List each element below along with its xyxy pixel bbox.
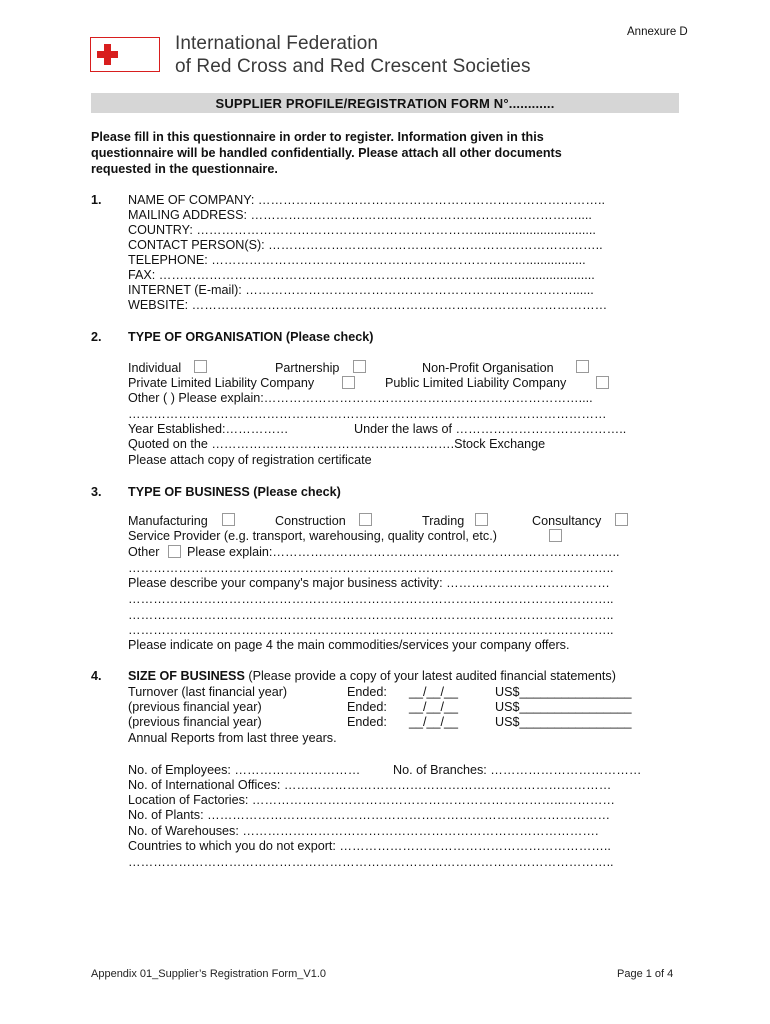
checkbox-trading[interactable]: [475, 513, 488, 526]
checkbox-consultancy[interactable]: [615, 513, 628, 526]
checkbox-private-ltd[interactable]: [342, 376, 355, 389]
turnover-date-1[interactable]: __/__/__: [409, 685, 459, 699]
turnover-date-2[interactable]: __/__/__: [409, 700, 459, 714]
red-cross-crescent-icon: [90, 37, 160, 72]
footer-document-name: Appendix 01_Supplier’s Registration Form_V1.0: [91, 968, 327, 980]
checkbox-nonprofit[interactable]: [576, 360, 589, 373]
field-major-activity-line2[interactable]: ……………………………………………………………………………………………………..: [128, 592, 614, 606]
section4-number: 4.: [91, 669, 102, 683]
label-nonprofit: Non-Profit Organisation: [422, 361, 554, 375]
field-contact-person[interactable]: CONTACT PERSON(S): ……………………………………………………………………..: [128, 238, 603, 252]
field-under-laws[interactable]: Under the laws of …………………………………..: [354, 422, 627, 436]
turnover-ended-1: Ended:: [347, 685, 387, 699]
org-name-line1: International Federation: [175, 33, 379, 54]
field-email[interactable]: INTERNET (E-mail): ……………………………………………………………………......: [128, 283, 594, 297]
label-service-provider: Service Provider (e.g. transport, warehousing, quality control, etc.): [128, 529, 497, 543]
field-plants[interactable]: No. of Plants: ……………………………………………………………………………………: [128, 808, 611, 822]
turnover-ended-2: Ended:: [347, 700, 387, 714]
field-business-other-cont[interactable]: ……………………………………………………………………………………………………..: [128, 561, 614, 575]
field-major-activity[interactable]: Please describe your company's major business activity: …………………………………: [128, 576, 610, 590]
section4-heading: [128, 669, 616, 683]
field-website[interactable]: WEBSITE: ………………………………………………………………………………………: [128, 298, 608, 312]
label-partnership: Partnership: [275, 361, 340, 375]
field-business-other[interactable]: Please explain:………………………………………………………………………..: [187, 545, 620, 559]
checkbox-individual[interactable]: [194, 360, 207, 373]
checkbox-construction[interactable]: [359, 513, 372, 526]
field-fax[interactable]: FAX: ……………………………………………………………………...............................: [128, 268, 595, 282]
turnover-label-2: (previous financial year): [128, 700, 262, 714]
field-org-other[interactable]: Other ( ) Please explain:…………………………………………………………………....: [128, 391, 593, 405]
section2-number: 2.: [91, 330, 102, 344]
checkbox-public-ltd[interactable]: [596, 376, 609, 389]
section4-heading-note: (Please provide a copy of your latest audited financial statements): [244, 669, 616, 683]
page-number: Page 1 of 4: [617, 968, 674, 980]
turnover-label-3: (previous financial year): [128, 715, 262, 729]
field-employees[interactable]: No. of Employees: …………………………: [128, 763, 361, 777]
label-public-ltd: Public Limited Liability Company: [385, 376, 567, 390]
intro-line3: requested in the questionnaire.: [91, 162, 278, 176]
label-construction: Construction: [275, 514, 346, 528]
label-manufacturing: Manufacturing: [128, 514, 208, 528]
org-name-line2: of Red Cross and Red Crescent Societies: [175, 56, 531, 77]
label-private-ltd: Private Limited Liability Company: [128, 376, 315, 390]
form-title-bar: [91, 93, 679, 113]
checkbox-manufacturing[interactable]: [222, 513, 235, 526]
label-individual: Individual: [128, 361, 182, 375]
field-stock-exchange[interactable]: Quoted on the ………………………………………………….Stock Exchange: [128, 437, 546, 451]
intro-line2: questionnaire will be handled confidentially. Please attach all other documents: [91, 146, 562, 160]
section2-heading: TYPE OF ORGANISATION (Please check): [128, 330, 374, 344]
label-trading: Trading: [422, 514, 465, 528]
field-warehouses[interactable]: No. of Warehouses: ………………………………………………………………………….: [128, 824, 599, 838]
field-country[interactable]: COUNTRY: …………………………………………………………...................................: [128, 223, 596, 237]
label-consultancy: Consultancy: [532, 514, 602, 528]
section1-number: 1.: [91, 193, 102, 207]
intro-line1: Please fill in this questionnaire in order to register. Information given in this: [91, 130, 544, 144]
turnover-date-3[interactable]: __/__/__: [409, 715, 459, 729]
field-org-other-cont[interactable]: ……………………………………………………………………………………………………: [128, 407, 607, 421]
field-telephone[interactable]: TELEPHONE: ………………………………………………………………….................: [128, 253, 586, 267]
section3-number: 3.: [91, 485, 102, 499]
checkbox-partnership[interactable]: [353, 360, 366, 373]
field-major-activity-line4[interactable]: ……………………………………………………………………………………………………..: [128, 623, 614, 637]
field-mailing-address[interactable]: MAILING ADDRESS: ……………………………………………………………………....: [128, 208, 592, 222]
checkbox-business-other[interactable]: [168, 545, 181, 558]
label-business-other: Other: [128, 545, 160, 559]
turnover-amount-3[interactable]: US$________________: [495, 715, 632, 729]
annex-label: Annexure D: [627, 26, 688, 38]
field-no-export-cont[interactable]: ……………………………………………………………………………………………………..: [128, 855, 614, 869]
annual-reports-note: Annual Reports from last three years.: [128, 731, 337, 745]
section3-heading: TYPE OF BUSINESS (Please check): [128, 485, 341, 499]
turnover-amount-1[interactable]: US$________________: [495, 685, 632, 699]
section4-heading-bold: SIZE OF BUSINESS: [128, 669, 245, 683]
field-company-name[interactable]: NAME OF COMPANY: ………………………………………………………………………..: [128, 193, 605, 207]
form-title: SUPPLIER PROFILE/REGISTRATION FORM N°............: [215, 96, 555, 111]
turnover-ended-3: Ended:: [347, 715, 387, 729]
turnover-label-1: Turnover (last financial year): [128, 685, 288, 699]
field-intl-offices[interactable]: No. of International Offices: ……………………………………………………………………: [128, 778, 612, 792]
field-factories[interactable]: Location of Factories: ………………………………………………………………...…………: [128, 793, 616, 807]
checkbox-service-provider[interactable]: [549, 529, 562, 542]
field-major-activity-line3[interactable]: ……………………………………………………………………………………………………..: [128, 608, 614, 622]
registration-note: Please attach copy of registration certificate: [128, 453, 372, 467]
field-branches[interactable]: No. of Branches: ………………………………: [393, 763, 642, 777]
turnover-amount-2[interactable]: US$________________: [495, 700, 632, 714]
commodities-note: Please indicate on page 4 the main commodities/services your company offers.: [128, 638, 570, 652]
field-year-established[interactable]: Year Established:……………: [128, 422, 289, 436]
field-no-export-countries[interactable]: Countries to which you do not export: ………………………………………………………..: [128, 839, 611, 853]
